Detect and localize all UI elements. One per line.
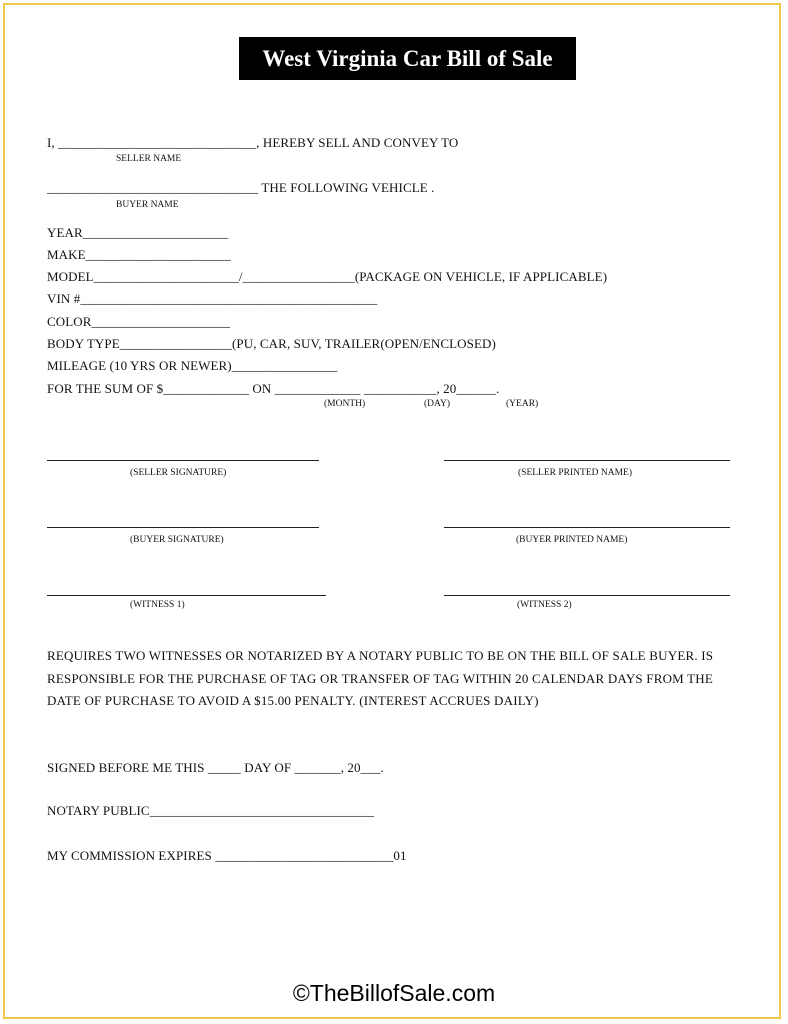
seller-name-caption: SELLER NAME xyxy=(116,154,182,164)
buyer-name-caption: BUYER NAME xyxy=(116,200,179,210)
color-field: COLOR_____________________ xyxy=(47,314,231,329)
buyer-printed-name-caption: (BUYER PRINTED NAME) xyxy=(516,535,628,545)
day-caption: (DAY) xyxy=(424,399,451,409)
witness1-line xyxy=(47,595,326,596)
seller-signature-caption: (SELLER SIGNATURE) xyxy=(130,468,227,478)
commission-expires-line: MY COMMISSION EXPIRES ___________________________01 xyxy=(47,848,407,863)
seller-line: I, ______________________________, HEREBY SELL AND CONVEY TO xyxy=(47,135,459,150)
mileage-field: MILEAGE (10 YRS OR NEWER)________________ xyxy=(47,358,338,373)
buyer-signature-caption: (BUYER SIGNATURE) xyxy=(130,535,224,545)
sum-field: FOR THE SUM OF $_____________ ON _____________ ___________, 20______. xyxy=(47,381,500,396)
seller-signature-line xyxy=(47,460,319,461)
month-caption: (MONTH) xyxy=(324,399,366,409)
year-caption: (YEAR) xyxy=(506,399,539,409)
witness2-caption: (WITNESS 2) xyxy=(517,600,572,610)
witness1-caption: (WITNESS 1) xyxy=(130,600,185,610)
make-field: MAKE______________________ xyxy=(47,247,231,262)
signed-before-line: SIGNED BEFORE ME THIS _____ DAY OF _______, 20___. xyxy=(47,760,384,775)
document-title: West Virginia Car Bill of Sale xyxy=(239,37,576,80)
buyer-printed-name-line xyxy=(444,527,730,528)
seller-printed-name-caption: (SELLER PRINTED NAME) xyxy=(518,468,632,478)
buyer-line: ________________________________ THE FOLLOWING VEHICLE . xyxy=(47,180,435,195)
notary-public-line: NOTARY PUBLIC__________________________________ xyxy=(47,803,375,818)
body-type-field: BODY TYPE_________________(PU, CAR, SUV, TRAILER(OPEN/ENCLOSED) xyxy=(47,336,496,351)
footer-copyright: ©TheBillofSale.com xyxy=(292,980,496,1006)
buyer-signature-line xyxy=(47,527,319,528)
seller-printed-name-line xyxy=(444,460,730,461)
witness2-line xyxy=(444,595,730,596)
model-field: MODEL______________________/_________________(PACKAGE ON VEHICLE, IF APPLICABLE) xyxy=(47,269,608,284)
notice-paragraph: REQUIRES TWO WITNESSES OR NOTARIZED BY A NOTARY PUBLIC TO BE ON THE BILL OF SALE BUYER. IS RESPONSIBLE FOR THE PURCHASE OF TAG OR TRANSFER OF TAG WITHIN 20 CALENDAR DAYS FROM THE DATE OF PURCHASE TO AVOID A $15.00 PENALTY. (INTEREST ACCRUES DAILY) xyxy=(47,648,714,708)
year-field: YEAR______________________ xyxy=(47,225,228,240)
vin-field: VIN #_____________________________________________ xyxy=(47,291,378,306)
